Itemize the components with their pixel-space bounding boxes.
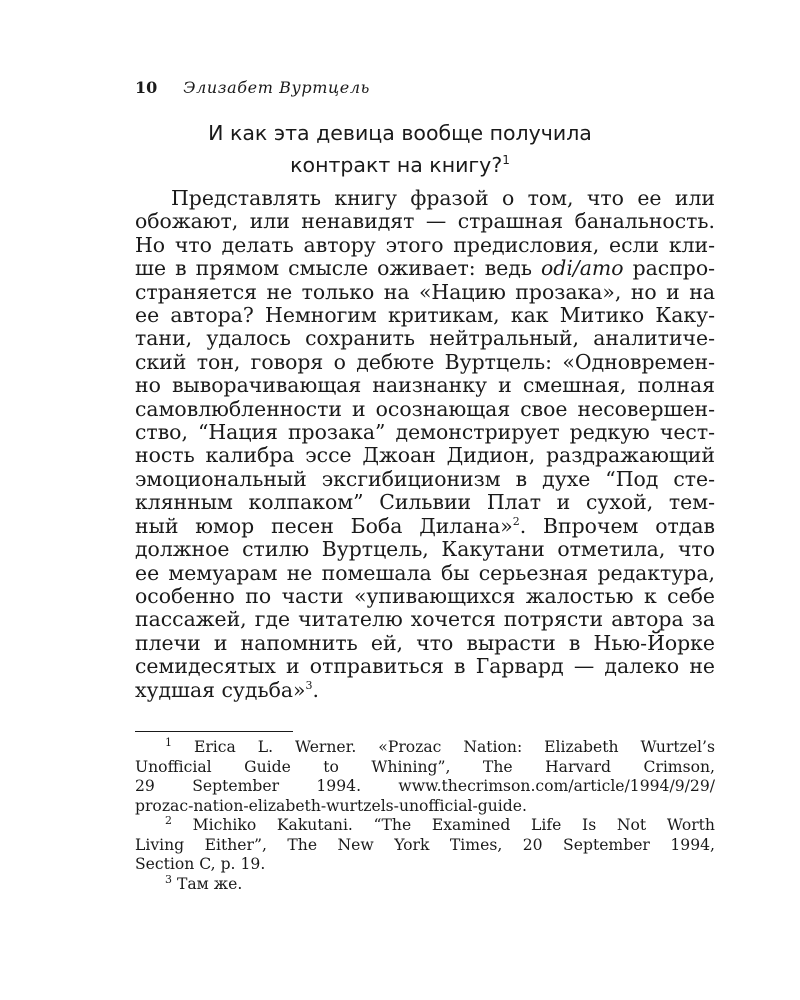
footnote-text: Erica L. Werner. «Prozac Nation: Elizabeth Wurtzel’s: [193, 738, 715, 756]
text-line: особенно по части «упивающихся жалостью к себе: [135, 583, 715, 608]
body-paragraph: [135, 187, 715, 702]
text-line: клянным колпаком” Сильвии Плат и сухой, тем-: [135, 490, 715, 515]
text-line: тани, удалось сохранить нейтральный, аналитиче-: [135, 326, 715, 351]
footnote-number: 1: [165, 735, 172, 749]
text-fragment: ный юмор песен Боба Дилана»: [135, 513, 513, 538]
emphasis-odi-amo: odi/amo: [541, 256, 624, 281]
footnote-1-link[interactable]: 29 September 1994. www.thecrimson.com/article/1994/9/29/: [135, 777, 715, 795]
section-heading: [135, 120, 665, 179]
footnote-divider: [135, 731, 293, 732]
footnote-2-line: Section C, p. 19.: [135, 855, 266, 873]
text-line: плечи и напомнить ей, что вырасти в Нью-Йорке: [135, 630, 715, 655]
text-line: Представлять книгу фразой о том, что ее или: [171, 186, 715, 210]
footnote-text: Там же.: [176, 874, 243, 893]
footnote-ref-2[interactable]: 2: [512, 514, 520, 528]
text-line: страняется не только на «Нацию прозака», но и на: [135, 279, 715, 304]
text-line: ее автора? Немногим критикам, как Митико Каку-: [135, 303, 715, 328]
running-head: [135, 78, 370, 97]
text-line: ский тон, говоря о дебюте Вуртцель: «Одновремен-: [135, 349, 715, 374]
text-line: семидесятых и отправиться в Гарвард — далеко не: [135, 654, 715, 679]
footnote-ref-1[interactable]: 1: [502, 153, 510, 167]
footnote-1-link[interactable]: prozac-nation-elizabeth-wurtzels-unofficial-guide.: [135, 796, 527, 815]
footnote-1-line: Unofficial Guide to Whining”, The Harvard Crimson,: [135, 757, 715, 776]
text-line: пассажей, где читателю хочется потрясти автора за: [135, 607, 715, 632]
footnotes: [135, 735, 715, 894]
text-line: [135, 257, 715, 280]
text-line: должное стилю Вуртцель, Какутани отметила, что: [135, 537, 715, 562]
text-fragment: распро-: [632, 256, 716, 281]
text-fragment: ше в прямом смысле оживает: ведь: [135, 256, 532, 281]
section-heading-line-2: контракт на книгу?: [290, 152, 503, 177]
page-number: 10: [135, 78, 158, 97]
footnote-1: [135, 735, 715, 758]
footnote-2-line: Living Either”, The New York Times, 20 September 1994,: [135, 835, 715, 854]
text-line: эмоциональный эксгибиционизм в духе “Под сте-: [135, 466, 715, 491]
text-line: ство, “Нация прозака” демонстрирует редкую чест-: [135, 420, 715, 445]
text-line: [135, 679, 715, 702]
running-head-author: Элизабет Вуртцель: [183, 78, 370, 97]
text-fragment: . Впрочем отдав: [519, 513, 715, 538]
text-line: ность калибра эссе Джоан Дидион, раздражающий: [135, 443, 715, 468]
footnote-number: 2: [165, 813, 172, 827]
text-fragment: .: [312, 677, 319, 702]
text-line: ее мемуарам не помешала бы серьезная редактура,: [135, 560, 715, 585]
footnote-2: [135, 813, 715, 836]
text-fragment: худшая судьба»: [135, 677, 306, 702]
text-line: но выворачивающая наизнанку и смешная, полная: [135, 373, 715, 398]
footnote-number: 3: [165, 872, 172, 886]
text-line: [135, 515, 715, 538]
footnote-3: [135, 872, 715, 895]
text-line: Но что делать автору этого предисловия, если кли-: [135, 232, 715, 257]
text-line: самовлюбленности и осознающая свое несовершен-: [135, 396, 715, 421]
footnote-ref-3[interactable]: 3: [305, 678, 313, 692]
footnote-text: Michiko Kakutani. “The Examined Life Is Not Worth: [192, 816, 715, 834]
text-line: обожают, или ненавидят — страшная банальность.: [135, 209, 715, 234]
section-heading-line-1: И как эта девица вообще получила: [208, 121, 592, 145]
